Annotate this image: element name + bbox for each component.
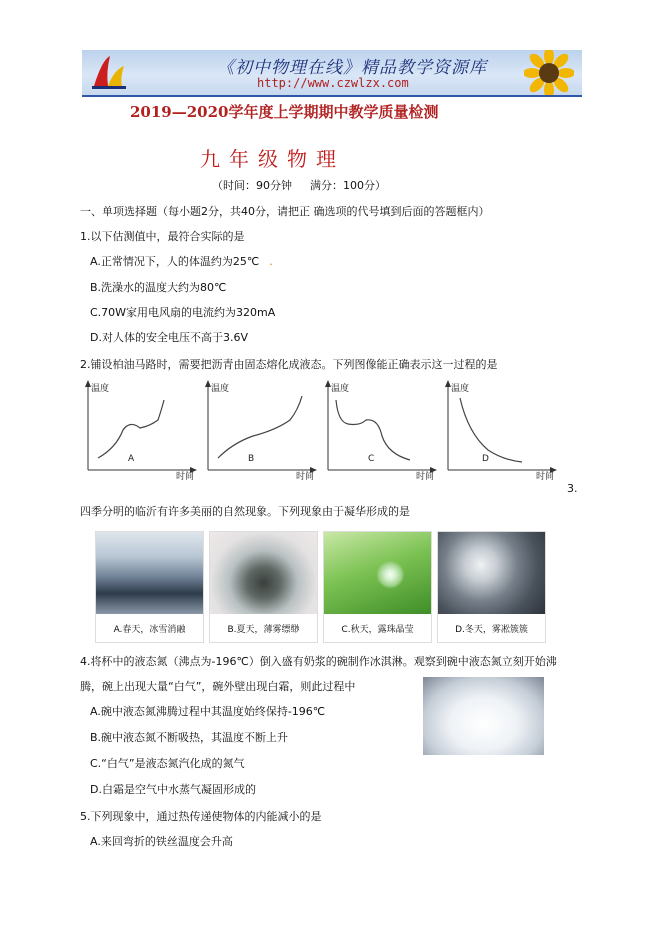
photo-c [323,531,432,643]
section-heading: 一、单项选择题（每小题2分，共40分，请把正 确选项的代号填到后面的答题框内） [80,205,490,218]
graph-d-label: D [482,454,489,464]
liquid-nitrogen-photo [423,677,544,755]
question-1-option-d: D.对人体的安全电压不高于3.6V [90,331,248,344]
graph-b-label: B [248,454,255,464]
time-score-info [212,177,386,193]
photo-d [437,531,546,643]
ice-stream-image [96,532,203,614]
stray-mark: . [269,255,273,268]
graph-b-x-label: 时间 [296,472,315,480]
question-4-option-a: A.碗中液态氮沸腾过程中其温度始终保持-196℃ [90,705,326,718]
question-1-option-b: B.洗澡水的温度大约为80℃ [90,281,227,294]
question-1-option-a: A.正常情况下，人的体温约为25℃ . [90,255,273,268]
photo-a-caption: A.春天，冰雪消融 [113,625,186,635]
graph-d-x-label: 时间 [536,472,555,480]
rime-frost-image [438,532,545,614]
header-banner [82,50,582,97]
graph-c-x-label: 时间 [416,472,435,480]
graph-a-label: A [128,454,135,464]
photo-a [95,531,204,643]
graph-d [438,378,560,480]
question-5-option-a: A.来回弯折的铁丝温度会升高 [90,835,233,848]
question-4-stem-line2: 腾，碗上出现大量“白气”，碗外壁出现白霜，则此过程中 [80,680,356,693]
subject-title: 九年级物理 [200,147,345,171]
banner-url: http://www.czwlzx.com [257,76,409,90]
photo-c-caption: C.秋天，露珠晶莹 [341,625,414,635]
question-3-stem: 四季分明的临沂有许多美丽的自然现象。下列现象由于凝华形成的是 [80,505,410,518]
graph-a-y-label: 温度 [91,384,110,394]
mist-tree-image [210,532,317,614]
sunflower-icon [524,50,574,97]
graph-a-x-label: 时间 [176,472,195,480]
graph-a [78,378,200,480]
photo-b [209,531,318,643]
photo-b-caption: B.夏天，薄雾缥缈 [227,625,300,635]
graph-c [318,378,440,480]
question-4-option-c: C.“白气”是液态氮汽化成的氮气 [90,757,245,770]
question-5-stem: 5.下列现象中，通过热传递使物体的内能减小的是 [80,810,322,823]
banner-title: 《初中物理在线》精品教学资源库 [217,58,487,78]
graph-c-y-label: 温度 [331,384,350,394]
question-3-number: 3. [567,482,578,495]
question-4-option-d: D.白霜是空气中水蒸气凝固形成的 [90,783,256,796]
question-4-option-b: B.碗中液态氮不断吸热，其温度不断上升 [90,731,289,744]
exam-title: 2019—2020学年度上学期期中教学质量检测 [130,103,439,121]
exam-time: （时间：90分钟 [212,179,292,192]
dew-drop-image [324,532,431,614]
graph-d-y-label: 温度 [451,384,470,394]
graph-b [198,378,320,480]
question-2-stem: 2.铺设柏油马路时，需要把沥青由固态熔化成液态。下列图像能正确表示这一过程的是 [80,358,498,371]
exam-score: 满分：100分） [310,179,386,192]
question-1-option-c: C.70W家用电风扇的电流约为320mA [90,306,276,319]
logo-icon [88,52,132,92]
graph-b-y-label: 温度 [211,384,230,394]
graph-c-label: C [368,454,375,464]
question-1-stem: 1.以下估测值中，最符合实际的是 [80,230,245,243]
photo-d-caption: D.冬天，雾凇簇簇 [455,625,528,635]
question-4-stem-line1: 4.将杯中的液态氮（沸点为-196℃）倒入盛有奶浆的碗制作冰淇淋。观察到碗中液态氮立刻开始沸 [80,655,557,668]
